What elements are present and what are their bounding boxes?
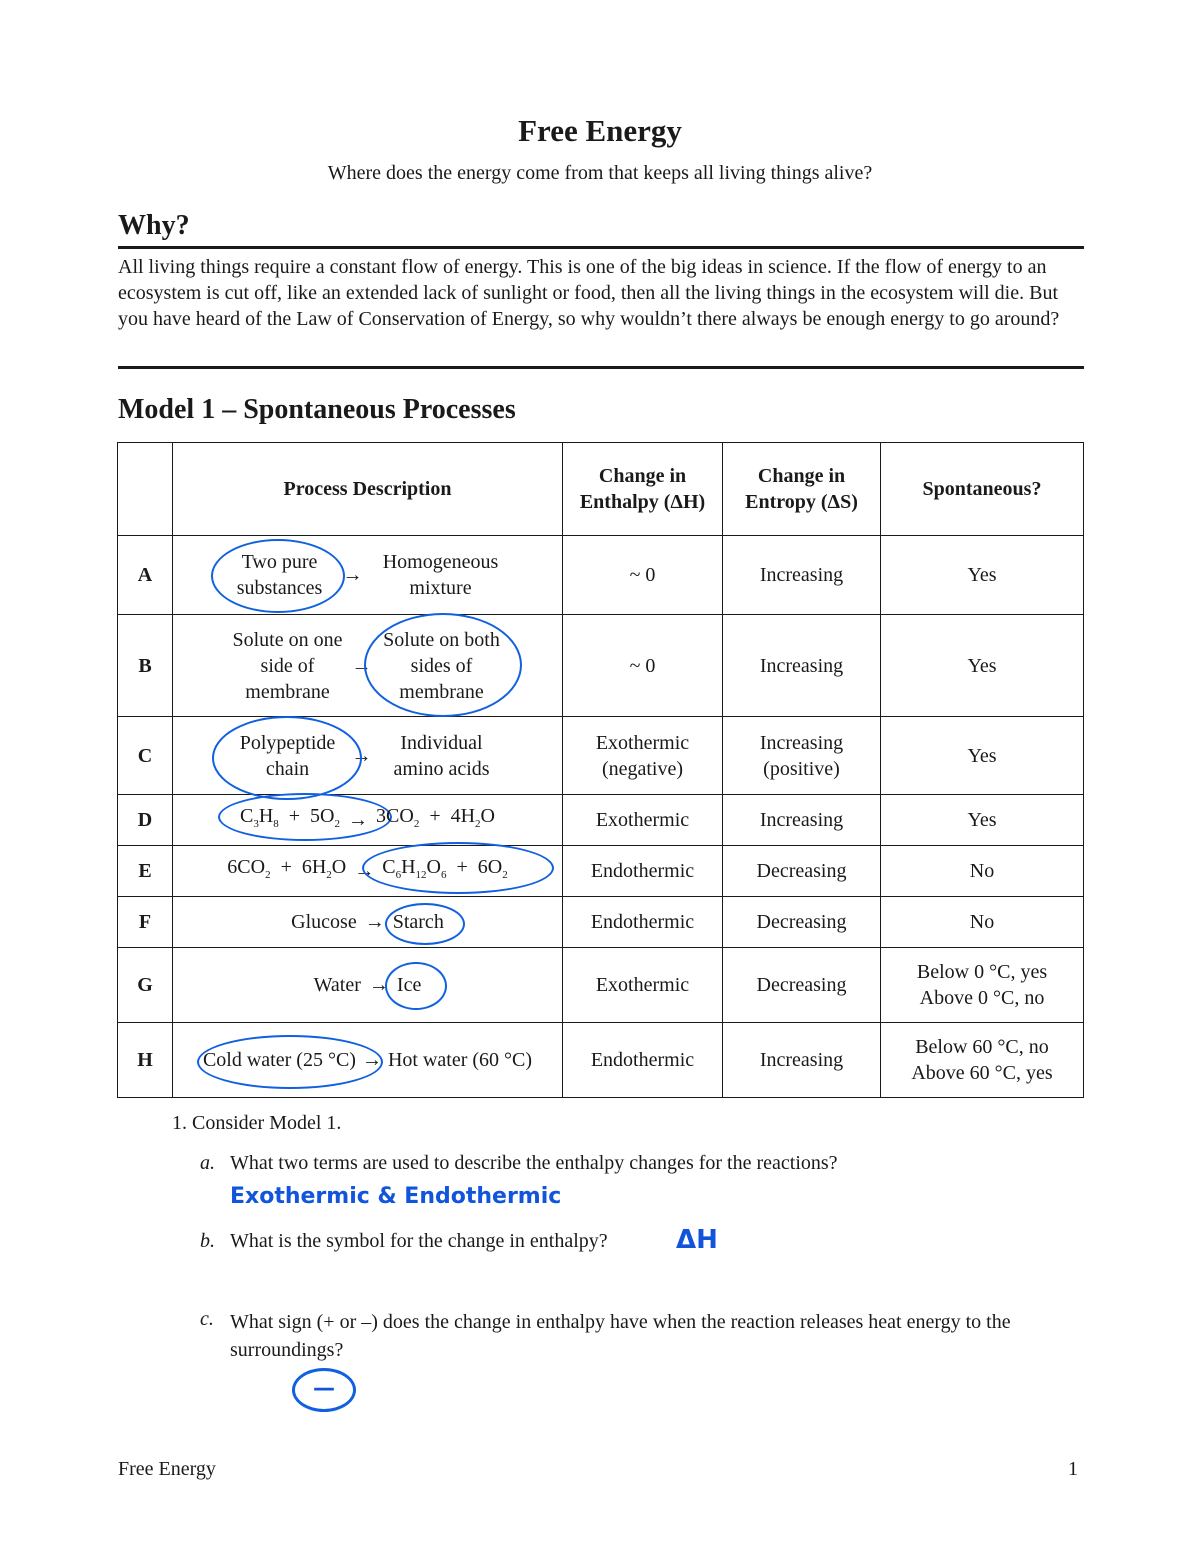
process-right: Hot water (60 °C) bbox=[387, 1049, 533, 1071]
spontaneous-cell: Below 60 °C, no Above 60 °C, yes bbox=[881, 1023, 1084, 1098]
arrow-icon: → bbox=[361, 1049, 382, 1071]
process-cell bbox=[173, 536, 563, 615]
table-row bbox=[118, 948, 1084, 1023]
model-table bbox=[117, 442, 1084, 1098]
table-row bbox=[118, 1023, 1084, 1098]
question-b-label: b. bbox=[200, 1230, 215, 1252]
pen-circle bbox=[362, 842, 554, 894]
process-left: Solute on one side of membrane bbox=[232, 628, 343, 703]
entropy-cell: Decreasing bbox=[723, 846, 881, 897]
process-right: Solute on both sides of membrane bbox=[380, 627, 504, 705]
question-a-text: What two terms are used to describe the enthalpy changes for the reactions? bbox=[230, 1152, 838, 1174]
answer-c-circle bbox=[292, 1368, 356, 1412]
process-left: Water bbox=[313, 974, 361, 996]
row-label: A bbox=[118, 536, 173, 615]
table-row bbox=[118, 846, 1084, 897]
process-left: Two pure substances bbox=[225, 549, 335, 601]
row-label: E bbox=[118, 846, 173, 897]
row-label: H bbox=[118, 1023, 173, 1098]
table-row bbox=[118, 615, 1084, 717]
enthalpy-cell: Endothermic bbox=[563, 846, 723, 897]
process-left: Glucose bbox=[291, 911, 357, 933]
header-entropy: Change in Entropy (ΔS) bbox=[723, 443, 881, 536]
why-heading: Why? bbox=[118, 210, 190, 241]
spontaneous-cell: No bbox=[881, 897, 1084, 948]
footer-title: Free Energy bbox=[118, 1458, 216, 1480]
arrow-icon: → bbox=[364, 911, 385, 933]
process-right: $3CO_2 + 4H_2O$ bbox=[376, 805, 495, 830]
spontaneous-cell: No bbox=[881, 846, 1084, 897]
enthalpy-cell: Endothermic bbox=[563, 897, 723, 948]
why-top-rule bbox=[118, 246, 1084, 249]
spontaneous-cell: Yes bbox=[881, 717, 1084, 795]
spontaneous-cell: Yes bbox=[881, 536, 1084, 615]
answer-b-handwritten: ΔH bbox=[676, 1225, 718, 1255]
arrow-icon: → bbox=[351, 654, 372, 677]
why-bottom-rule bbox=[118, 366, 1084, 369]
entropy-cell: Increasing bbox=[723, 615, 881, 717]
table-row bbox=[118, 536, 1084, 615]
page-title: Free Energy bbox=[518, 113, 682, 148]
answer-c-handwritten: — bbox=[313, 1376, 335, 1401]
enthalpy-cell: ~ 0 bbox=[563, 615, 723, 717]
table-header-row bbox=[118, 443, 1084, 536]
question-a-label: a. bbox=[200, 1152, 215, 1174]
entropy-cell: Increasing bbox=[723, 536, 881, 615]
process-left: Cold water (25 °C) bbox=[203, 1047, 356, 1073]
arrow-icon: → bbox=[342, 564, 363, 586]
table-row bbox=[118, 717, 1084, 795]
table-row bbox=[118, 897, 1084, 948]
process-cell bbox=[173, 1023, 563, 1098]
table-row bbox=[118, 795, 1084, 846]
enthalpy-cell: ~ 0 bbox=[563, 536, 723, 615]
entropy-cell: Decreasing bbox=[723, 948, 881, 1023]
arrow-icon: → bbox=[348, 809, 369, 831]
page-number: 1 bbox=[1068, 1458, 1078, 1480]
question-c-text: What sign (+ or –) does the change in enthalpy have when the reaction releases heat energy to the surroundings? bbox=[230, 1311, 1011, 1361]
process-cell bbox=[173, 717, 563, 795]
question-b-text: What is the symbol for the change in enthalpy? bbox=[230, 1230, 608, 1252]
process-left: $6CO_2 + 6H_2O$ bbox=[227, 856, 347, 881]
entropy-cell: Increasing bbox=[723, 1023, 881, 1098]
entropy-cell: Increasing (positive) bbox=[723, 717, 881, 795]
enthalpy-cell: Exothermic bbox=[563, 948, 723, 1023]
spontaneous-cell: Yes bbox=[881, 615, 1084, 717]
process-right: Starch bbox=[393, 909, 444, 935]
page-subtitle: Where does the energy come from that keeps all living things alive? bbox=[327, 162, 873, 184]
process-cell bbox=[173, 615, 563, 717]
enthalpy-cell: Endothermic bbox=[563, 1023, 723, 1098]
row-label: B bbox=[118, 615, 173, 717]
header-enthalpy: Change in Enthalpy (ΔH) bbox=[563, 443, 723, 536]
arrow-icon: → bbox=[354, 860, 375, 882]
row-label: D bbox=[118, 795, 173, 846]
row-label: G bbox=[118, 948, 173, 1023]
enthalpy-cell: Exothermic (negative) bbox=[563, 717, 723, 795]
entropy-cell: Decreasing bbox=[723, 897, 881, 948]
entropy-cell: Increasing bbox=[723, 795, 881, 846]
process-cell bbox=[173, 897, 563, 948]
row-label: F bbox=[118, 897, 173, 948]
process-right: Ice bbox=[397, 972, 421, 998]
process-left: Polypeptide chain bbox=[232, 730, 344, 782]
header-process: Process Description bbox=[173, 443, 563, 536]
header-spontaneous: Spontaneous? bbox=[881, 443, 1084, 536]
header-blank bbox=[118, 443, 173, 536]
process-right: $C_6H_{12}O_6 + 6O_2$ bbox=[382, 854, 507, 888]
question-1: 1. Consider Model 1. bbox=[172, 1112, 342, 1134]
spontaneous-cell: Yes bbox=[881, 795, 1084, 846]
process-left: $C_3H_8 + 5O_2$ bbox=[240, 803, 340, 837]
enthalpy-cell: Exothermic bbox=[563, 795, 723, 846]
row-label: C bbox=[118, 717, 173, 795]
spontaneous-cell: Below 0 °C, yes Above 0 °C, no bbox=[881, 948, 1084, 1023]
process-right: Homogeneous mixture bbox=[382, 551, 499, 599]
arrow-icon: → bbox=[368, 974, 389, 996]
question-c-label: c. bbox=[200, 1308, 214, 1330]
model-heading: Model 1 – Spontaneous Processes bbox=[118, 394, 516, 425]
why-paragraph: All living things require a constant flow of energy. This is one of the big ideas in science. If the flow of energy to an ecosystem is cut off, like an extended lack of sunlight or food, then all the living things in the ecosystem will die. But you have heard of the Law of Conservation of Energy, so why wouldn’t there always be enough energy to go around? bbox=[118, 256, 1060, 330]
process-cell bbox=[173, 948, 563, 1023]
process-cell bbox=[173, 846, 563, 897]
answer-a-handwritten: Exothermic & Endothermic bbox=[230, 1184, 562, 1209]
process-cell bbox=[173, 795, 563, 846]
arrow-icon: → bbox=[351, 744, 372, 767]
process-right: Individual amino acids bbox=[393, 731, 490, 780]
